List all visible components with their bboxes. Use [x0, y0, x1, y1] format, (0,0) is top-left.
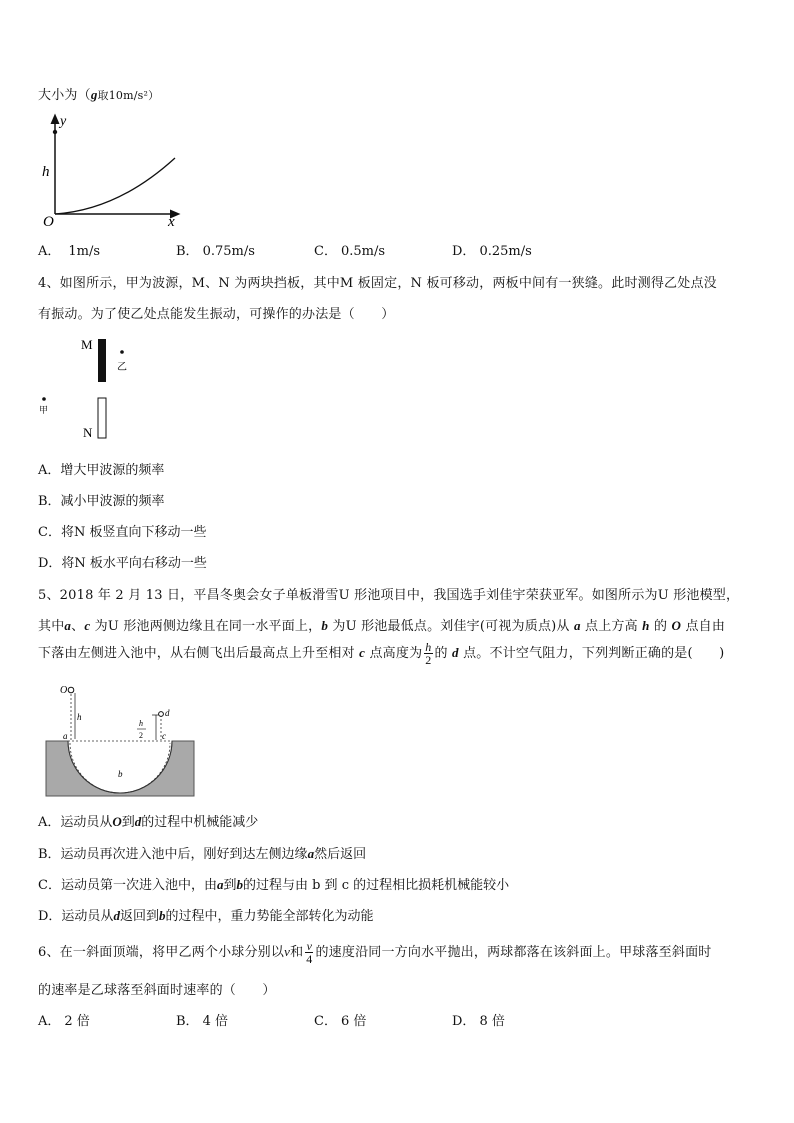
h2-den-label: 2: [139, 731, 143, 740]
q5-option-b: B．运动员再次进入池中后，刚好到达左侧边缘a然后返回: [38, 846, 367, 862]
q5-option-a: A．运动员从O到d的过程中机械能减少: [38, 814, 259, 830]
q4-stem-line1: 4、如图所示，甲为波源，M、N 为两块挡板，其中M 板固定，N 板可移动，两板中间有一狭缝。此时测得乙处点没: [38, 276, 717, 291]
q5-stem-line3: 下落由左侧进入池中，从右侧飞出后最高点上升至相对 c 点高度为 $\frac{h}{2}$ 的 d 点。不计空气阻力，下列判断正确的是( ): [38, 640, 725, 667]
trajectory-curve: [55, 158, 175, 214]
v-over-4-fraction: $\frac{v}{4}$: [306, 939, 313, 966]
q5-figure: [44, 682, 204, 800]
g-symbol: g: [90, 87, 98, 102]
q3-option-b: B． 0.75m/s: [176, 244, 255, 259]
h-label: h: [42, 164, 50, 180]
plate-n: [98, 398, 106, 438]
q3-option-c: C． 0.5m/s: [314, 244, 386, 259]
q5-option-c: C．运动员第一次进入池中，由a到b的过程与由 b 到 c 的过程相比损耗机械能较小: [38, 877, 510, 893]
q3-graph: [38, 112, 188, 230]
q6-option-c: C． 6 倍: [314, 1014, 367, 1029]
q3-option-d: D． 0.25m/s: [452, 244, 532, 259]
q6-stem-line1: 6、在一斜面顶端，将甲乙两个小球分别以v和 $\frac{v}{4}$ 的速度沿同一方向水平抛出，两球都落在该斜面上。甲球落至斜面时: [38, 939, 712, 966]
q6-option-a: A． 2 倍: [38, 1014, 90, 1029]
origin-label: O: [43, 214, 54, 230]
q4-option-a: A．增大甲波源的频率: [38, 463, 165, 478]
source-jia: [42, 397, 46, 401]
q6-stem-line2: 的速率是乙球落至斜面时速率的（ ）: [38, 983, 276, 998]
q5-stem-line1: 5、2018 年 2 月 13 日，平昌冬奥会女子单板滑雪U 形池项目中，我国选手刘佳宇荣获亚军。如图所示为U 形池模型，: [38, 588, 740, 603]
q4-option-c: C．将N 板竖直向下移动一些: [38, 525, 207, 540]
h2-num-label: h: [139, 719, 143, 728]
y-label: y: [60, 114, 67, 129]
h-label: h: [77, 712, 82, 722]
q4-figure: [36, 332, 146, 444]
o-label: O: [60, 685, 68, 696]
q3-stem-tail: 大小为（g取10m/s²）: [38, 87, 160, 103]
q6-option-d: D． 8 倍: [452, 1014, 505, 1029]
a-label: a: [63, 731, 68, 741]
q4-stem-line2: 有振动。为了使乙处点能发生振动，可操作的办法是（ ）: [38, 307, 395, 322]
d-label: d: [165, 708, 170, 718]
q4-option-d: D．将N 板水平向右移动一些: [38, 556, 207, 571]
q6-option-b: B． 4 倍: [176, 1014, 228, 1029]
h-over-2-fraction: $\frac{h}{2}$: [425, 640, 432, 667]
h-point: [53, 130, 57, 134]
q3-option-a: A． 1m/s: [38, 244, 101, 259]
q5-stem-line2: 其中a、c 为U 形池两侧边缘且在同一水平面上，b 为U 形池最低点。刘佳宇(可视为质点)从 a 点上方高 h 的 O 点自由: [38, 618, 726, 634]
jia-label: 甲: [39, 405, 49, 415]
point-o: [68, 687, 74, 693]
b-label: b: [118, 769, 123, 779]
x-label: x: [168, 214, 175, 230]
q4-option-b: B．减小甲波源的频率: [38, 494, 165, 509]
yi-label: 乙: [117, 362, 127, 373]
c-label: c: [162, 731, 166, 741]
plate-m: [98, 339, 106, 382]
point-yi: [120, 350, 124, 354]
m-label: M: [81, 337, 93, 352]
n-label: N: [83, 425, 93, 440]
point-d: [159, 712, 164, 717]
q5-option-d: D．运动员从d返回到b的过程中，重力势能全部转化为动能: [38, 908, 374, 924]
